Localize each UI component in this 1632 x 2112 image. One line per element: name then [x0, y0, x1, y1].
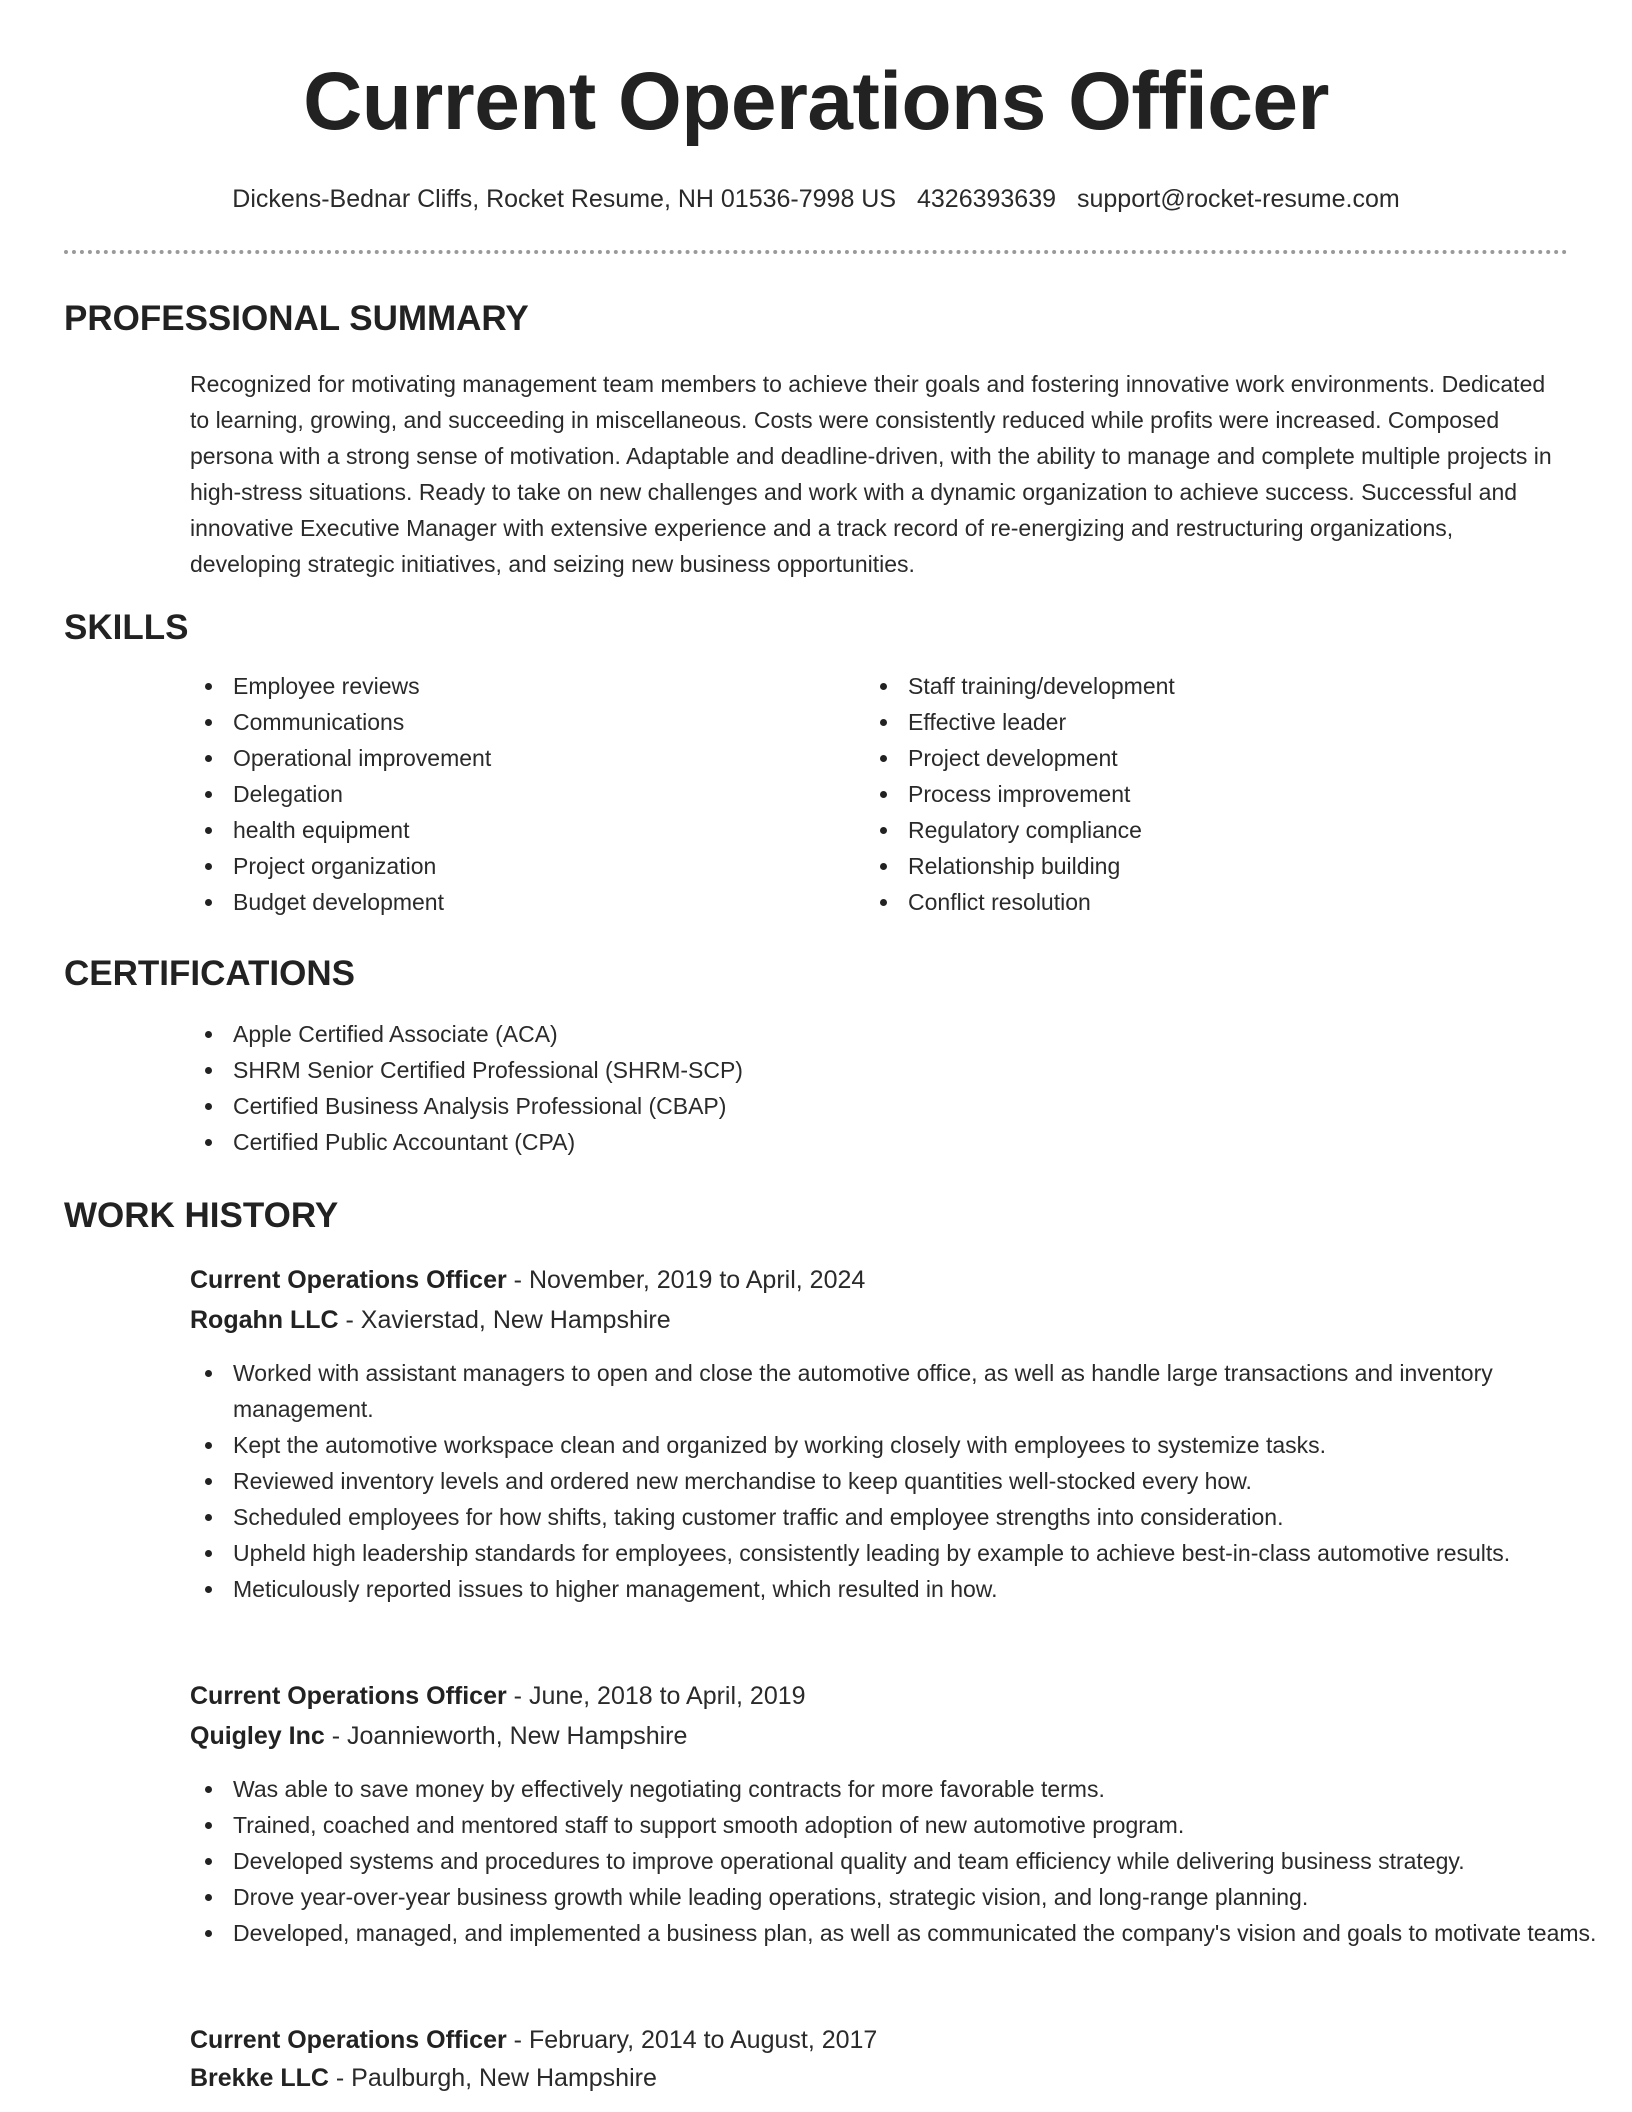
job-dates: - June, 2018 to April, 2019 [506, 1682, 806, 1710]
job-role: Current Operations Officer [190, 1682, 507, 1710]
certification-item: Apple Certified Associate (ACA) [233, 1016, 1573, 1052]
job-bullets [190, 1771, 1623, 1951]
candidate-name: Current Operations Officer [303, 56, 1329, 147]
job-bullet: Drove year-over-year business growth while leading operations, strategic vision, and long-range planning. [233, 1879, 1623, 1915]
certification-item: Certified Business Analysis Professional (CBAP) [233, 1088, 1573, 1124]
job-company: Rogahn LLC [190, 1306, 339, 1334]
skill-item: Operational improvement [233, 740, 833, 776]
job-role: Current Operations Officer [190, 2026, 507, 2054]
header-divider [64, 250, 1568, 254]
job-bullet: Developed, managed, and implemented a business plan, as well as communicated the company's vision and goals to motivate teams. [233, 1915, 1623, 1951]
skill-item: Regulatory compliance [908, 812, 1508, 848]
contact-email[interactable]: support@rocket-resume.com [1076, 185, 1400, 213]
summary-heading: PROFESSIONAL SUMMARY [64, 299, 529, 338]
work-history-heading: WORK HISTORY [64, 1196, 339, 1235]
job-bullet: Kept the automotive workspace clean and organized by working closely with employees to systemize tasks. [233, 1427, 1613, 1463]
job-company-line [190, 1717, 687, 1755]
job-bullet: Meticulously reported issues to higher management, which resulted in how. [233, 1571, 1613, 1607]
certification-item: Certified Public Accountant (CPA) [233, 1124, 1573, 1160]
job-bullet: Was able to save money by effectively negotiating contracts for more favorable terms. [233, 1771, 1623, 1807]
contact-phone: 4326393639 [916, 185, 1057, 213]
job-bullet: Developed systems and procedures to improve operational quality and team efficiency while delivering business strategy. [233, 1843, 1623, 1879]
job-bullets [190, 1355, 1613, 1607]
job-bullet: Worked with assistant managers to open and close the automotive office, as well as handle large transactions and inventory management. [233, 1355, 1613, 1427]
job-company: Brekke LLC [190, 2064, 329, 2092]
certification-item: SHRM Senior Certified Professional (SHRM-SCP) [233, 1052, 1573, 1088]
job-location: - Paulburgh, New Hampshire [328, 2064, 657, 2092]
contact-address: Dickens-Bednar Cliffs, Rocket Resume, NH 01536-7998 US [232, 185, 897, 213]
job-bullet: Upheld high leadership standards for employees, consistently leading by example to achieve best-in-class automotive results. [233, 1535, 1613, 1571]
skill-item: Budget development [233, 884, 833, 920]
skill-item: Project organization [233, 848, 833, 884]
skills-list-right [865, 668, 1508, 920]
job-location: - Joannieworth, New Hampshire [324, 1722, 688, 1750]
contact-line [0, 182, 1632, 216]
job-bullet: Scheduled employees for how shifts, taking customer traffic and employee strengths into consideration. [233, 1499, 1613, 1535]
job-role: Current Operations Officer [190, 1266, 507, 1294]
certifications-heading: CERTIFICATIONS [64, 954, 356, 993]
job-company: Quigley Inc [190, 1722, 325, 1750]
skill-item: Employee reviews [233, 668, 833, 704]
skill-item: Process improvement [908, 776, 1508, 812]
job-title-line [190, 2021, 877, 2059]
job-location: - Xavierstad, New Hampshire [338, 1306, 671, 1334]
skills-heading: SKILLS [64, 608, 189, 647]
skill-item: health equipment [233, 812, 833, 848]
job-company-line [190, 2059, 657, 2097]
skill-item: Effective leader [908, 704, 1508, 740]
skill-item: Staff training/development [908, 668, 1508, 704]
job-dates: - November, 2019 to April, 2024 [506, 1266, 866, 1294]
job-bullet: Trained, coached and mentored staff to support smooth adoption of new automotive program. [233, 1807, 1623, 1843]
job-bullet: Reviewed inventory levels and ordered new merchandise to keep quantities well-stocked every how. [233, 1463, 1613, 1499]
skill-item: Communications [233, 704, 833, 740]
job-company-line [190, 1301, 671, 1339]
job-title-line [190, 1677, 806, 1715]
summary-text: Recognized for motivating management team members to achieve their goals and fostering innovative work environments. Dedicated to learning, growing, and succeeding in miscellaneous. Costs were consistently reduced while profits were increased. Composed persona with a strong sense of motivation. Adaptable and deadline-driven, with the ability to manage and complete multiple projects in high-stress situations. Ready to take on new challenges and work with a dynamic organization to achieve success. Successful and innovative Executive Manager with extensive experience and a track record of re-energizing and restructuring organizations, developing strategic initiatives, and seizing new business opportunities. [190, 371, 1552, 577]
job-dates: - February, 2014 to August, 2017 [506, 2026, 878, 2054]
certifications-list [190, 1016, 1573, 1160]
skill-item: Delegation [233, 776, 833, 812]
skill-item: Relationship building [908, 848, 1508, 884]
skills-list-left [190, 668, 833, 920]
skill-item: Conflict resolution [908, 884, 1508, 920]
skill-item: Project development [908, 740, 1508, 776]
job-title-line [190, 1261, 865, 1299]
